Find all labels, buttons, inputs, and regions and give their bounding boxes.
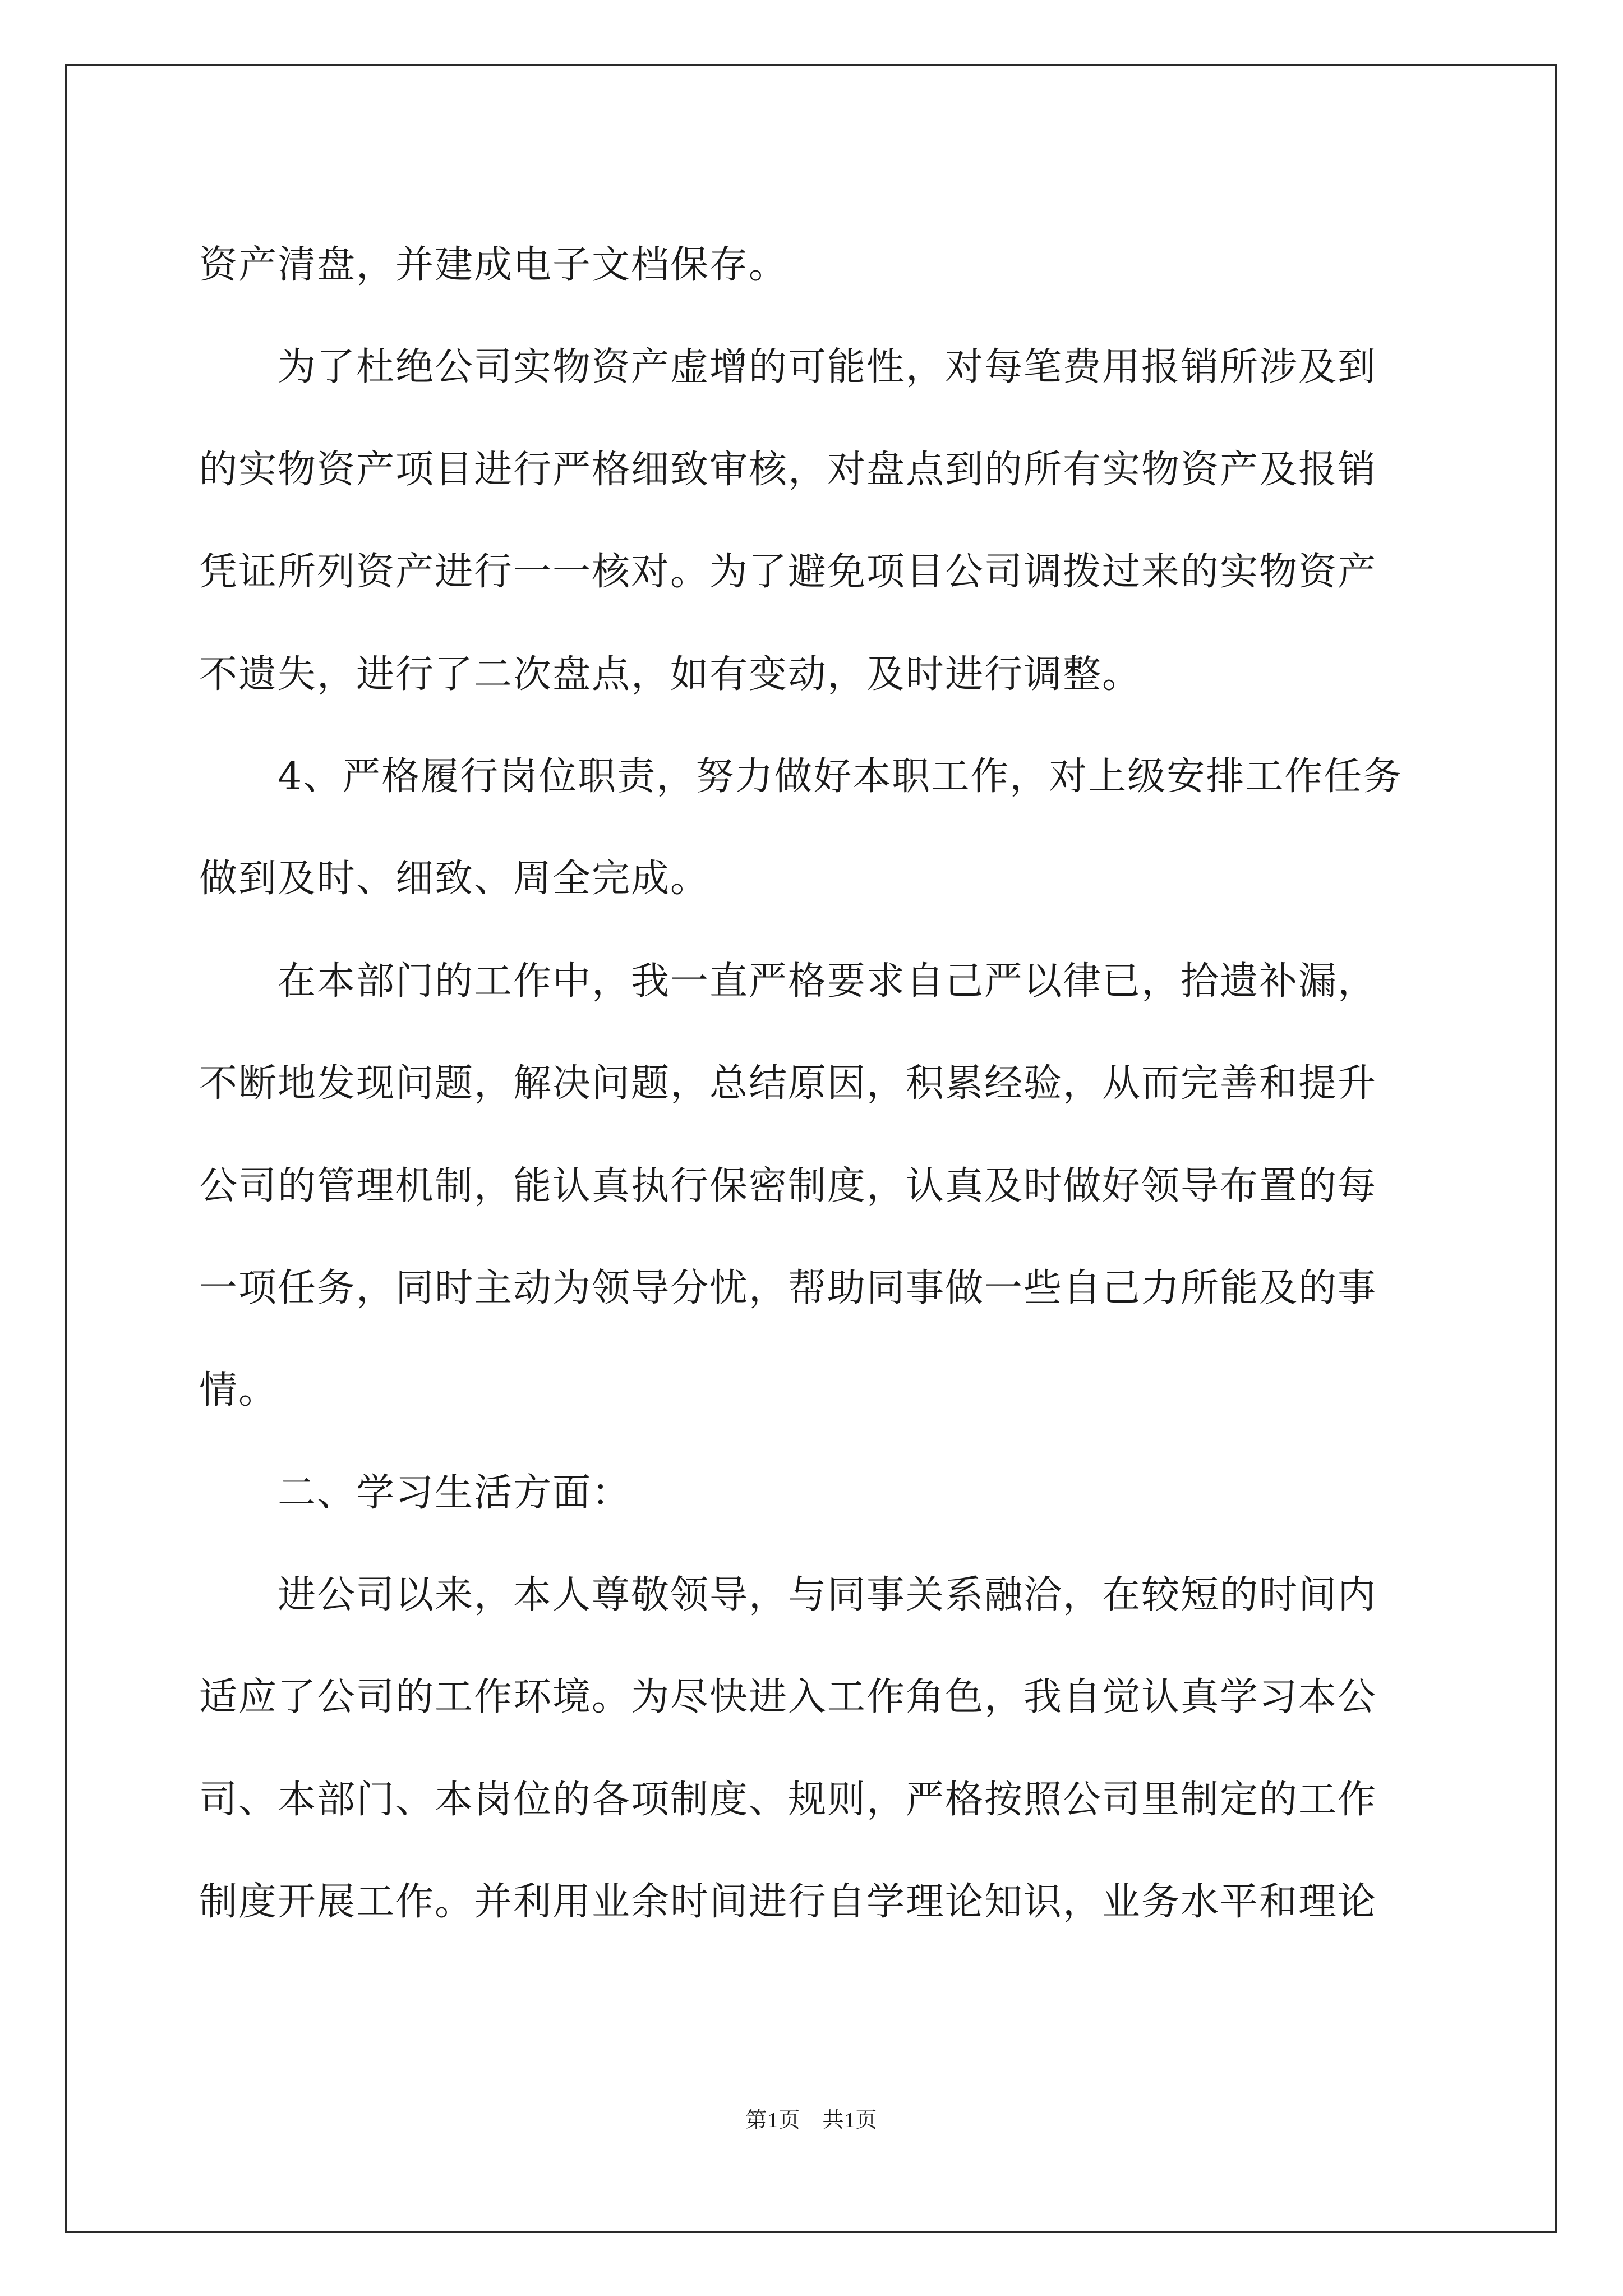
section-heading: 二、学习生活方面：	[278, 1470, 631, 1515]
text-line: 适应了公司的工作环境。为尽快进入工作角色，我自觉认真学习本公	[199, 1675, 1377, 1720]
text-line: 不遗失，进行了二次盘点，如有变动，及时进行调整。	[199, 652, 1142, 697]
page-number-footer: 第1页 共1页	[745, 2109, 878, 2132]
text-line: 公司的管理机制，能认真执行保密制度，认真及时做好领导布置的每	[199, 1163, 1377, 1208]
text-line: 凭证所列资产进行一一核对。为了避免项目公司调拨过来的实物资产	[199, 550, 1377, 595]
text-line: 为了杜绝公司实物资产虚增的可能性，对每笔费用报销所涉及到	[278, 345, 1377, 390]
text-line: 在本部门的工作中，我一直严格要求自己严以律已，拾遗补漏，	[278, 959, 1377, 1004]
text-line: 4、严格履行岗位职责，努力做好本职工作，对上级安排工作任务	[278, 754, 1403, 799]
text-line: 做到及时、细致、周全完成。	[199, 857, 710, 901]
text-line: 制度开展工作。并利用业余时间进行自学理论知识，业务水平和理论	[199, 1880, 1377, 1925]
text-line: 不断地发现问题，解决问题，总结原因，积累经验，从而完善和提升	[199, 1061, 1377, 1106]
text-line: 情。	[199, 1368, 278, 1413]
text-line: 一项任务，同时主动为领导分忧，帮助同事做一些自己力所能及的事	[199, 1266, 1377, 1310]
text-line: 司、本部门、本岗位的各项制度、规则，严格按照公司里制定的工作	[199, 1777, 1377, 1822]
text-line: 资产清盘，并建成电子文档保存。	[199, 243, 789, 287]
text-line: 进公司以来，本人尊敬领导，与同事关系融洽，在较短的时间内	[278, 1573, 1377, 1618]
text-line: 的实物资产项目进行严格细致审核，对盘点到的所有实物资产及报销	[199, 447, 1377, 492]
document-body	[199, 214, 1427, 1954]
